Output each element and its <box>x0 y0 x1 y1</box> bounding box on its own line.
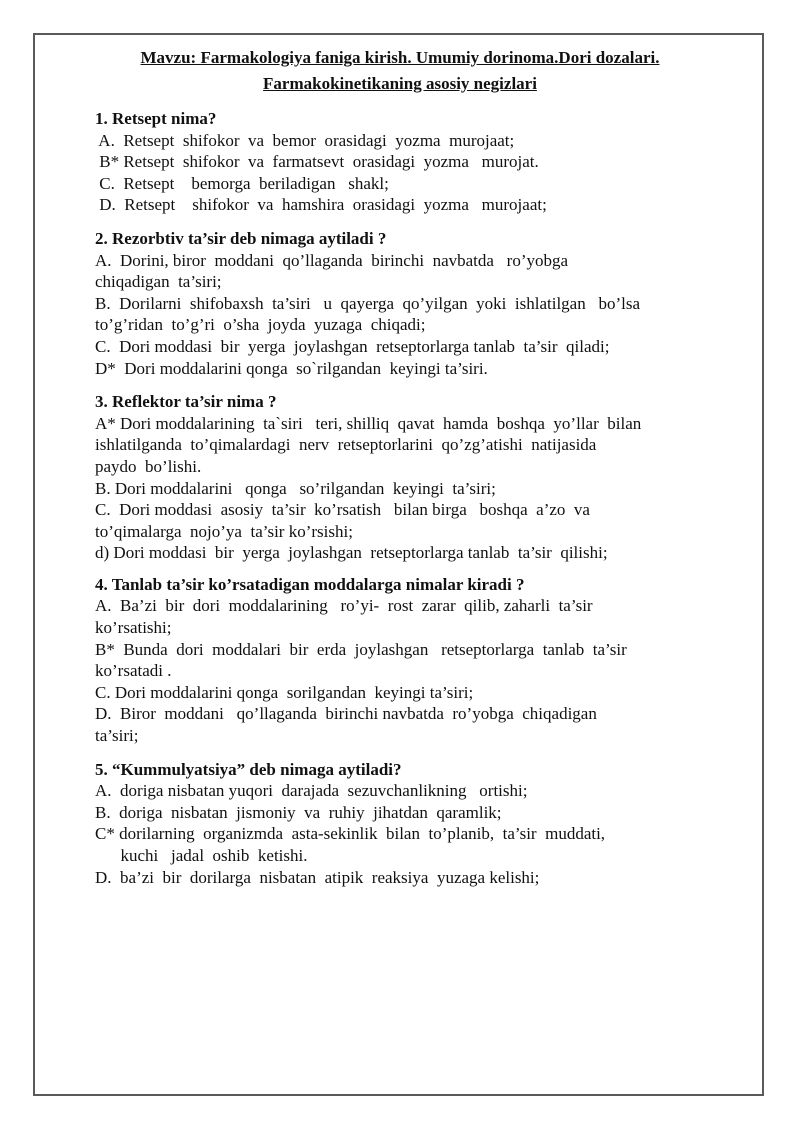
answer-option: C. Dori moddalarini qonga sorilgandan keyingi ta’siri; <box>95 682 474 702</box>
answer-option: D. Biror moddani qo’llaganda birinchi navbatda ro’yobga chiqadigan <box>95 704 597 724</box>
question-title: 4. Tanlab ta’sir ko’rsatadigan moddalarga nimalar kiradi ? <box>95 574 525 594</box>
document-subtitle: Farmakokinetikaning asosiy negizlari <box>263 74 537 93</box>
answer-option-correct: A* Dori moddalarining ta`siri teri, shilliq qavat hamda boshqa yo’llar bilan <box>95 413 642 433</box>
question-5 <box>95 759 715 889</box>
question-2 <box>95 228 715 379</box>
answer-option-correct: C* dorilarning organizmda asta-sekinlik bilan to’planib, ta’sir muddati, <box>95 824 606 844</box>
answer-option-continued: ishlatilganda to’qimalardagi nerv retseptorlarini qo’zg’atishi natijasida <box>95 435 597 455</box>
answer-option-correct: D* Dori moddalarini qonga so`rilgandan keyingi ta’siri. <box>95 358 488 378</box>
answer-option: C. Dori moddasi bir yerga joylashgan retseptorlarga tanlab ta’sir qiladi; <box>95 336 610 356</box>
answer-option: A. Ba’zi bir dori moddalarining ro’yi- rost zarar qilib, zaharli ta’sir <box>95 596 593 616</box>
question-title: 2. Rezorbtiv ta’sir deb nimaga aytiladi ? <box>95 228 387 248</box>
answer-option: B. Dori moddalarini qonga so’rilgandan keyingi ta’siri; <box>95 478 496 498</box>
answer-option-continued: to’qimalarga nojo’ya ta’sir ko’rsishi; <box>95 521 353 541</box>
question-title: 3. Reflektor ta’sir nima ? <box>95 392 277 412</box>
answer-option: C. Dori moddasi asosiy ta’sir ko’rsatish bilan birga boshqa a’zo va <box>95 500 590 520</box>
answer-option-correct: B* Bunda dori moddalari bir erda joylashgan retseptorlarga tanlab ta’sir <box>95 639 627 659</box>
answer-option-correct: B* Retsept shifokor va farmatsevt orasidagi yozma murojat. <box>95 152 539 172</box>
question-1 <box>95 108 715 216</box>
answer-option: A. doriga nisbatan yuqori darajada sezuvchanlikning ortishi; <box>95 781 528 801</box>
question-list <box>95 108 715 898</box>
answer-option-continued: chiqadigan ta’siri; <box>95 272 222 292</box>
question-4 <box>95 574 715 747</box>
answer-option: B. Dorilarni shifobaxsh ta’siri u qayerga qo’yilgan yoki ishlatilgan bo’lsa <box>95 293 641 313</box>
question-title: 5. “Kummulyatsiya” deb nimaga aytiladi? <box>95 759 402 779</box>
answer-option: A. Dorini, biror moddani qo’llaganda birinchi navbatda ro’yobga <box>95 250 569 270</box>
answer-option: C. Retsept bemorga beriladigan shakl; <box>95 173 389 193</box>
answer-option: A. Retsept shifokor va bemor orasidagi yozma murojaat; <box>95 130 515 150</box>
answer-option-continued: ko’rsatishi; <box>95 618 172 638</box>
document-title: Mavzu: Farmakologiya faniga kirish. Umumiy dorinoma.Dori dozalari. <box>140 48 660 67</box>
question-title: 1. Retsept nima? <box>95 109 217 128</box>
answer-option: D. ba’zi bir dorilarga nisbatan atipik reaksiya yuzaga kelishi; <box>95 867 540 887</box>
question-3 <box>95 391 715 564</box>
answer-option: D. Retsept shifokor va hamshira orasidagi yozma murojaat; <box>95 195 547 215</box>
answer-option-continued: ta’siri; <box>95 726 139 746</box>
answer-option: B. doriga nisbatan jismoniy va ruhiy jihatdan qaramlik; <box>95 802 502 822</box>
answer-option-continued: paydo bo’lishi. <box>95 456 202 476</box>
answer-option: d) Dori moddasi bir yerga joylashgan retseptorlarga tanlab ta’sir qilishi; <box>95 543 608 563</box>
answer-option-continued: kuchi jadal oshib ketishi. <box>95 846 308 865</box>
answer-option-continued: to’g’ridan to’g’ri o’sha joyda yuzaga chiqadi; <box>95 315 426 335</box>
answer-option-continued: ko’rsatadi . <box>95 661 172 681</box>
